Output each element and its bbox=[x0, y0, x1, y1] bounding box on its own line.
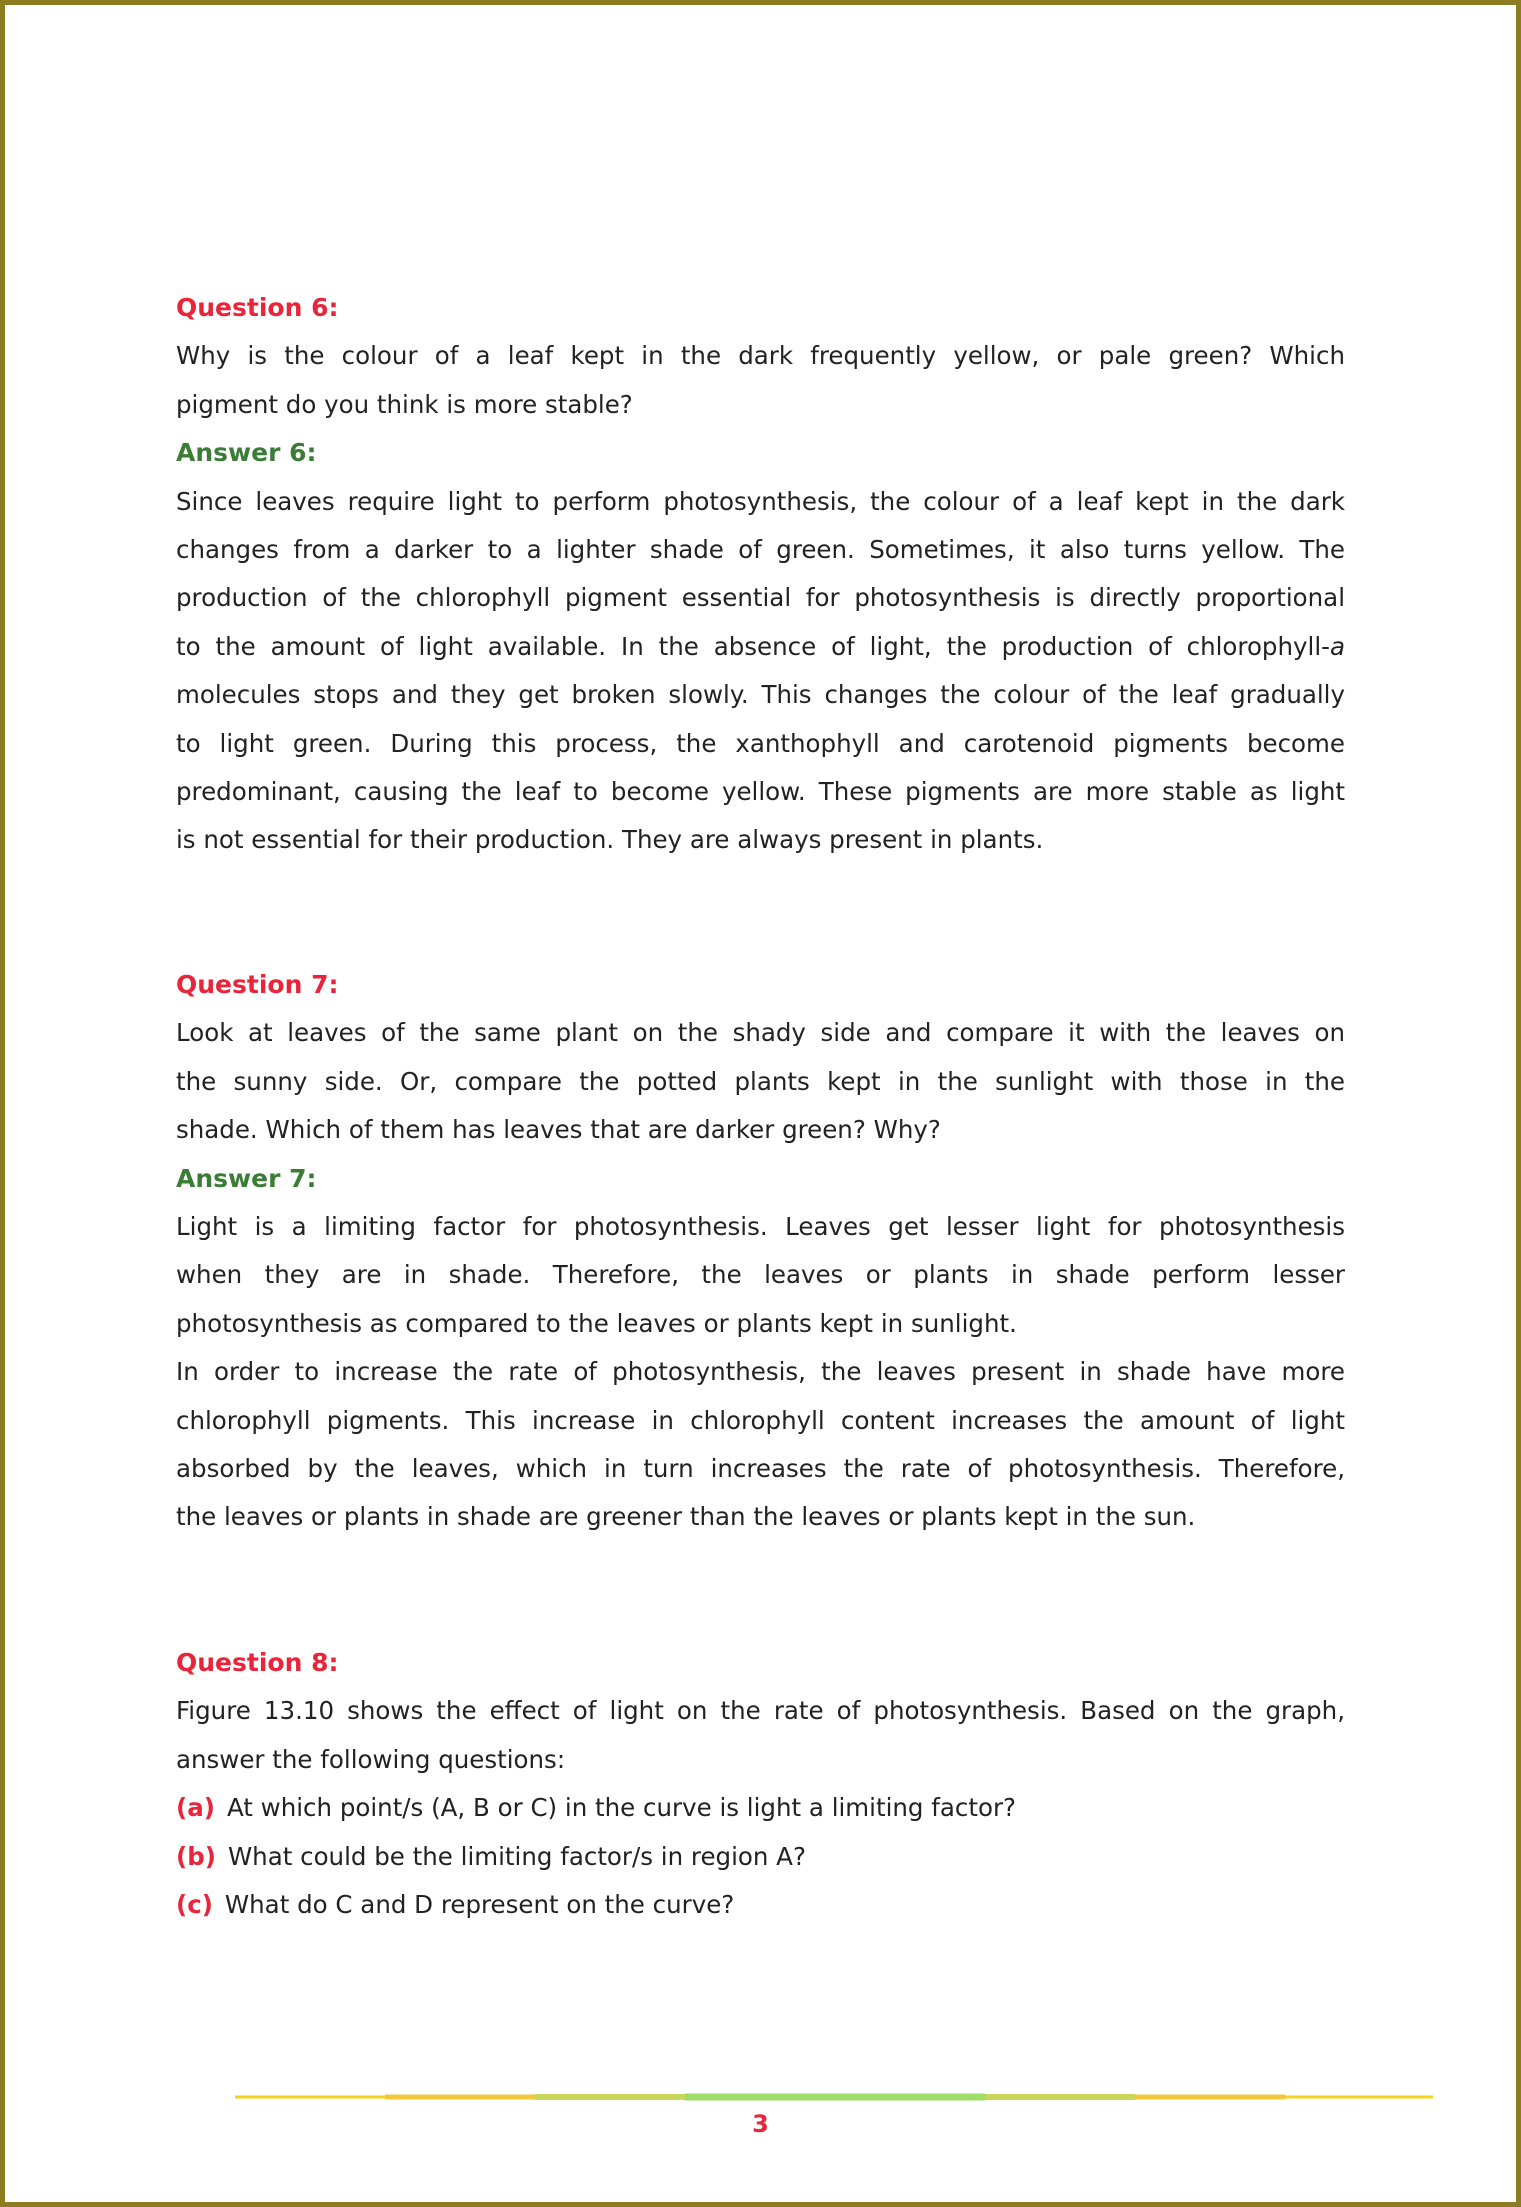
answer-6-text bbox=[176, 623, 1345, 671]
question-8-option-b bbox=[176, 1833, 1345, 1881]
answer-6-text: to light green. During this process, the xanthophyll and carotenoid pigments become bbox=[176, 728, 1345, 758]
question-8-option-a bbox=[176, 1784, 1345, 1832]
answer-7-text: absorbed by the leaves, which in turn increases the rate of photosynthesis. Therefore, bbox=[176, 1453, 1345, 1483]
option-label: (c) bbox=[176, 1889, 213, 1919]
answer-7-text: In order to increase the rate of photosynthesis, the leaves present in shade have more bbox=[176, 1357, 1345, 1387]
footer-divider bbox=[235, 2093, 1433, 2101]
answer-7-text: photosynthesis as compared to the leaves or plants kept in sunlight. bbox=[176, 1308, 1017, 1338]
question-6-text: Why is the colour of a leaf kept in the dark frequently yellow, or pale green? Which bbox=[176, 341, 1345, 371]
answer-7-heading: Answer 7: bbox=[176, 1163, 317, 1193]
option-label: (b) bbox=[176, 1841, 216, 1871]
option-text: What do C and D represent on the curve? bbox=[224, 1889, 735, 1919]
option-text: What could be the limiting factor/s in region A? bbox=[227, 1841, 806, 1871]
question-6-heading: Question 6: bbox=[176, 293, 339, 322]
answer-6-text-part: to the amount of light available. In the absence of light, the production of chlorophyll- bbox=[176, 631, 1330, 661]
question-7-section bbox=[176, 961, 1345, 1542]
answer-6-heading: Answer 6: bbox=[176, 438, 317, 468]
answer-7-text: Light is a limiting factor for photosynthesis. Leaves get lesser light for photosynthesis bbox=[176, 1211, 1345, 1241]
question-6-section bbox=[176, 284, 1345, 865]
answer-6-text: molecules stops and they get broken slowly. This changes the colour of the leaf gradually bbox=[176, 680, 1345, 710]
question-8-heading: Question 8: bbox=[176, 1648, 339, 1677]
question-7-text: shade. Which of them has leaves that are darker green? Why? bbox=[176, 1115, 941, 1145]
question-7-text: the sunny side. Or, compare the potted plants kept in the sunlight with those in the bbox=[176, 1066, 1345, 1096]
answer-7-text: chlorophyll pigments. This increase in chlorophyll content increases the amount of light bbox=[176, 1405, 1345, 1435]
answer-6-text: production of the chlorophyll pigment essential for photosynthesis is directly proportional bbox=[176, 583, 1345, 613]
answer-7-text: when they are in shade. Therefore, the leaves or plants in shade perform lesser bbox=[176, 1260, 1345, 1290]
italic-a: a bbox=[1329, 631, 1345, 661]
option-label: (a) bbox=[176, 1793, 215, 1823]
question-7-heading: Question 7: bbox=[176, 970, 339, 999]
question-8-option-c bbox=[176, 1881, 1345, 1929]
question-8-text: Figure 13.10 shows the effect of light on the rate of photosynthesis. Based on the graph, bbox=[176, 1696, 1345, 1726]
answer-6-text: predominant, causing the leaf to become yellow. These pigments are more stable as light bbox=[176, 776, 1345, 806]
question-7-text: Look at leaves of the same plant on the shady side and compare it with the leaves on bbox=[176, 1018, 1345, 1048]
answer-7-text: the leaves or plants in shade are greener than the leaves or plants kept in the sun. bbox=[176, 1502, 1196, 1532]
question-8-text: answer the following questions: bbox=[176, 1744, 566, 1774]
question-6-text: pigment do you think is more stable? bbox=[176, 389, 633, 419]
answer-6-text: changes from a darker to a lighter shade of green. Sometimes, it also turns yellow. The bbox=[176, 534, 1345, 564]
page-number: 3 bbox=[752, 2110, 769, 2138]
option-text: At which point/s (A, B or C) in the curve is light a limiting factor? bbox=[226, 1793, 1017, 1823]
answer-6-text: is not essential for their production. They are always present in plants. bbox=[176, 825, 1044, 855]
answer-6-text: Since leaves require light to perform photosynthesis, the colour of a leaf kept in the dark bbox=[176, 486, 1345, 516]
question-8-section bbox=[176, 1639, 1345, 1929]
